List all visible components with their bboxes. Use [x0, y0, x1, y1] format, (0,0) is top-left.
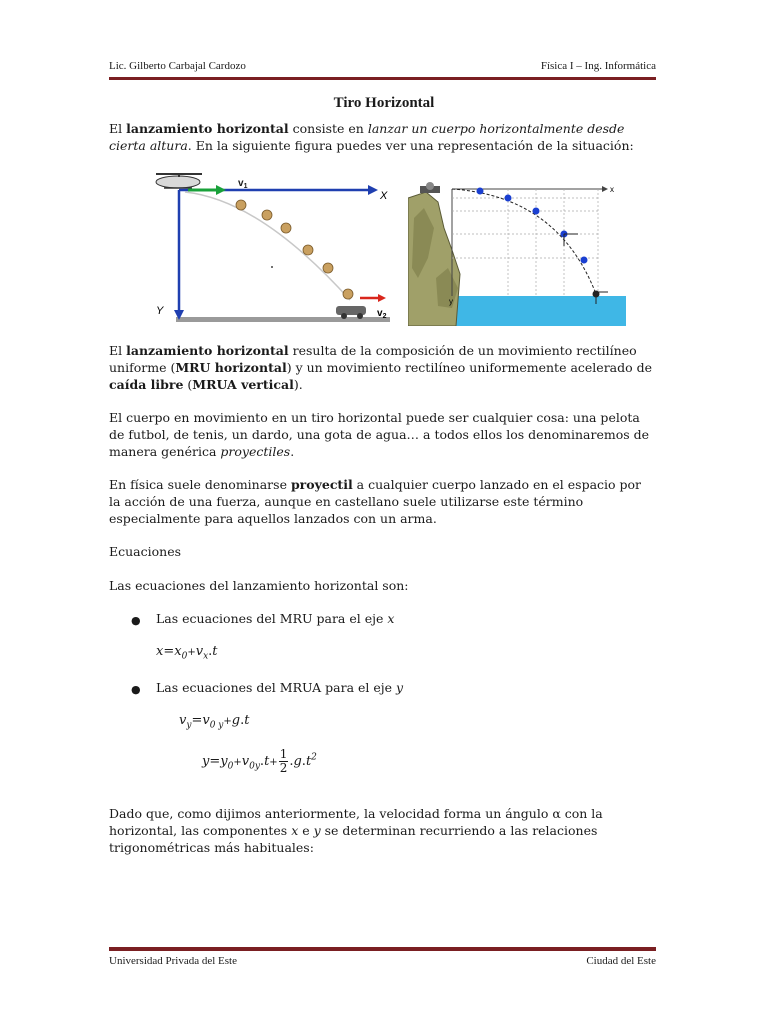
body-paragraph: El cuerpo en movimiento en un tiro horizontal puede ser cualquier cosa: una pelota de futbol, de tenis, un dardo, una gota de agua… a todos ellos los denominaremos de manera genérica proyectiles. — [109, 410, 650, 459]
page-header — [109, 60, 656, 76]
closing-paragraph: Dado que, como dijimos anteriormente, la velocidad forma un ángulo α con la horizontal, las componentes x e y se determinan recurriendo a las relaciones trigonométricas más habituales: — [109, 806, 603, 855]
bullet-dot: ● — [131, 614, 141, 627]
fig2-y-label: y — [449, 297, 453, 306]
fig2-x-label: x — [610, 185, 614, 194]
header-author: Lic. Gilberto Carbajal Cardozo — [109, 60, 246, 72]
intro-paragraph: El lanzamiento horizontal consiste en lanzar un cuerpo horizontalmente desde cierta altura. En la siguiente figura puedes ver una representación de la situación: — [109, 121, 634, 153]
y-axis-label: Y — [156, 305, 164, 317]
sea-area — [448, 296, 626, 326]
equations-intro: Las ecuaciones del lanzamiento horizontal son: — [109, 578, 409, 593]
bullet-dot: ● — [131, 683, 141, 696]
header-course: Física I – Ing. Informática — [540, 60, 656, 72]
fraction-one-half: $\frac{1}{2}$ — [279, 747, 288, 775]
figure-helicopter-diagram — [150, 170, 400, 325]
x-axis-arrowhead — [368, 185, 378, 195]
helicopter-icon — [156, 174, 202, 188]
bullet-mrua: Las ecuaciones del MRUA para el eje y — [156, 680, 404, 695]
projectile-paragraph: En física suele denominarse proyectil a cualquier cuerpo lanzado en el espacio por la acción de una fuerza, aunque en castellano suele utilizarse este término especialmente para aquellos lanzados con un arma. — [109, 477, 642, 526]
footer-rule — [109, 947, 656, 951]
header-rule — [109, 77, 656, 80]
section-heading: Ecuaciones — [109, 544, 182, 559]
figure-cliff-diagram — [408, 178, 626, 326]
composition-paragraph: El lanzamiento horizontal resulta de la composición de un movimiento rectilíneo uniforme (MRU horizontal) y un movimiento rectilíneo uniformemente acelerado de caída libre (MRUA vertical). — [109, 343, 653, 392]
equation-mru: $x=x_0+v_x.t$ — [156, 644, 218, 662]
page-footer — [109, 955, 656, 971]
equation-y: $y=y_0+v_{0y}.t+$ $\frac{1}{2}$ $.g.t^2$ — [202, 747, 317, 775]
bullet-mru: Las ecuaciones del MRU para el eje x — [156, 611, 395, 626]
v2-label: $v_2$ — [377, 308, 387, 320]
page-title: Tiro Horizontal — [333, 95, 435, 111]
equation-vy: $v_y=v_{0 y}+g.t$ — [179, 713, 250, 731]
footer-city: Ciudad del Este — [586, 955, 656, 967]
trajectory-path — [185, 192, 350, 300]
x-axis-label: X — [380, 190, 388, 202]
v1-label: $v_1$ — [238, 178, 248, 190]
footer-university: Universidad Privada del Este — [109, 955, 237, 967]
